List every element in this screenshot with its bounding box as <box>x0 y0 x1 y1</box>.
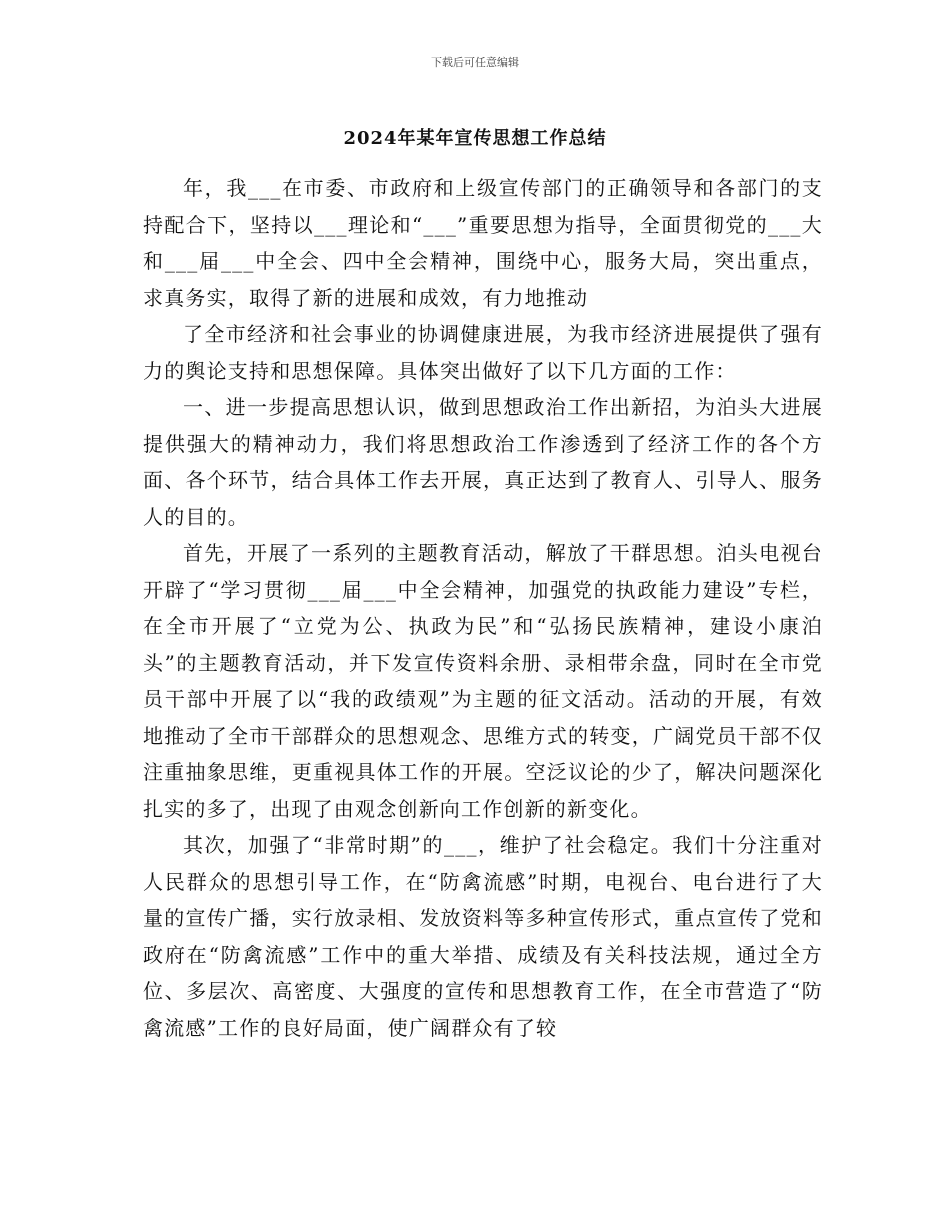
paragraph: 其次，加强了“非常时期”的___，维护了社会稳定。我们十分注重对人民群众的思想引导工作，在“防禽流感”时期，电视台、电台进行了大量的宣传广播，实行放录相、发放资料等多种宣传形式，重点宣传了党和政府在“防禽流感”工作中的重大举措、成绩及有关科技法规，通过全方位、多层次、高密度、大强度的宣传和思想教育工作，在全市营造了“防禽流感”工作的良好局面，使广阔群众有了较 <box>143 833 823 1040</box>
paragraph: 首先，开展了一系列的主题教育活动，解放了干群思想。泊头电视台开辟了“学习贯彻___届___中全会精神，加强党的执政能力建设”专栏，在全市开展了“立党为公、执政为民”和“弘扬民族精神，建设小康泊头”的主题教育活动，并下发宣传资料余册、录相带余盘，同时在全市党员干部中开展了以“我的政绩观”为主题的征文活动。活动的开展，有效地推动了全市干部群众的思想观念、思维方式的转变，广阔党员干部不仅注重抽象思维，更重视具体工作的开展。空泛议论的少了，解决问题深化扎实的多了，出现了由观念创新向工作创新的新变化。 <box>143 541 823 821</box>
paragraph: 了全市经济和社会事业的协调健康进展，为我市经济进展提供了强有力的舆论支持和思想保障。具体突出做好了以下几方面的工作： <box>143 322 823 383</box>
header-note: 下载后可任意编辑 <box>431 56 519 69</box>
document-body <box>143 170 823 1046</box>
document-title: 2024年某年宣传思想工作总结 <box>343 128 607 149</box>
paragraph: 一、进一步提高思想认识，做到思想政治工作出新招，为泊头大进展提供强大的精神动力，我们将思想政治工作渗透到了经济工作的各个方面、各个环节，结合具体工作去开展，真正达到了教育人、引导人、服务人的目的。 <box>143 395 823 529</box>
paragraph: 年，我___在市委、市政府和上级宣传部门的正确领导和各部门的支持配合下，坚持以___理论和“___”重要思想为指导，全面贯彻党的___大和___届___中全会、四中全会精神，围绕中心，服务大局，突出重点，求真务实，取得了新的进展和成效，有力地推动 <box>143 176 823 310</box>
